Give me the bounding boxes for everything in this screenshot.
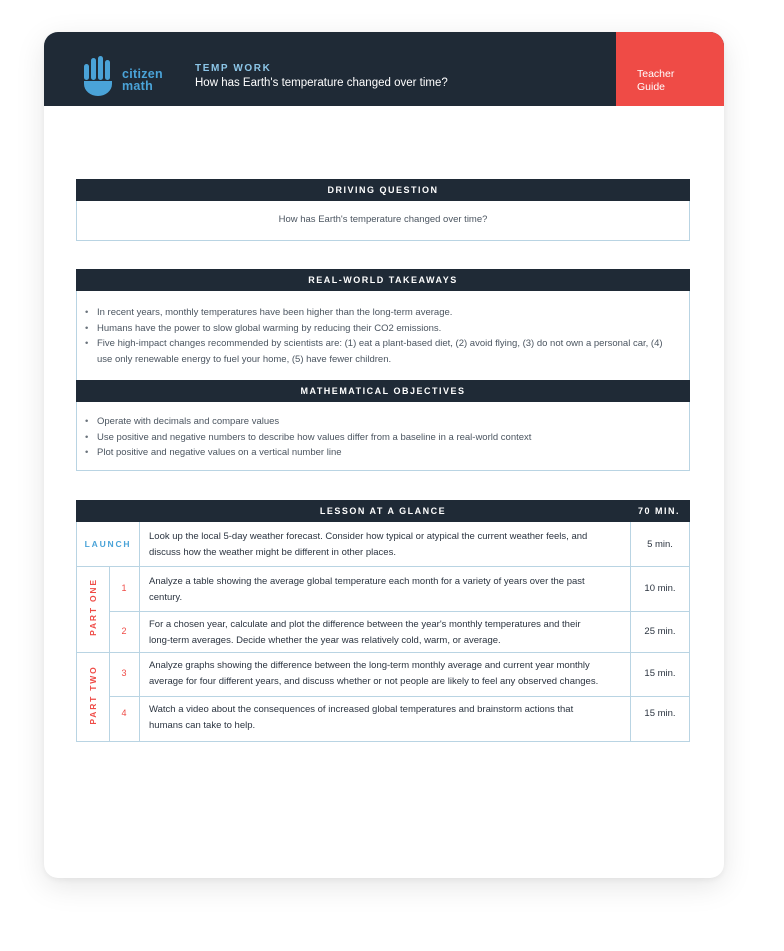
unit-kicker: TEMP WORK [195,63,272,74]
launch-minutes: 5 min. [647,539,673,550]
takeaways-list [77,291,689,367]
logo-line-1: citizen [122,67,163,81]
driving-question-text: How has Earth's temperature changed over time? [278,214,488,225]
step-description: Analyze graphs showing the difference between the long-term monthly average and current year monthly average for four different years, and discuss whether or not people are likely to feel any observed changes. [149,660,599,687]
step-minutes: 15 min. [644,668,676,679]
logo-wordmark [122,68,163,92]
step-number: 4 [121,708,127,718]
step-minutes: 15 min. [644,708,676,719]
lesson-glance-heading-bar [76,500,690,522]
logo-line-2: math [122,79,154,93]
page-title: How has Earth's temperature changed over time? [195,77,448,89]
driving-question-heading: DRIVING QUESTION [76,179,690,201]
driving-question-box [76,201,690,241]
step-description: Watch a video about the consequences of increased global temperatures and brainstorm actions that humans can take to help. [149,704,574,731]
part-two-label: PART TWO [88,665,98,725]
step-description: For a chosen year, calculate and plot the difference between the year's monthly temperatures and their long-term averages. Decide whether the year was relatively cold, warm, or average. [149,619,581,646]
step-number: 3 [121,668,127,678]
list-item: • Operate with decimals and compare values [77,414,689,430]
header-bar [44,32,724,106]
lesson-table [76,522,690,742]
takeaways-heading: REAL-WORLD TAKEAWAYS [76,269,690,291]
teacher-guide-tag [616,32,724,106]
step-minutes: 10 min. [644,583,676,594]
list-item: • Humans have the power to slow global warming by reducing their CO2 emissions. [77,321,689,337]
step-description: Analyze a table showing the average global temperature each month for a variety of years over the past century. [149,576,585,603]
objectives-heading: MATHEMATICAL OBJECTIVES [76,380,690,402]
list-item: • Five high-impact changes recommended by scientists are: (1) eat a plant-based diet, (2) avoid flying, (3) do not own a personal car, (4) use only renewable energy to fuel your home, (5) have fewer children. [77,336,689,367]
list-item: • Use positive and negative numbers to describe how values differ from a baseline in a real-world context [77,430,689,446]
tag-line-2: Guide [637,81,666,93]
step-number: 1 [121,583,127,593]
teacher-guide-card [44,32,724,878]
step-minutes: 25 min. [644,626,676,637]
tag-line-1: Teacher [637,68,675,80]
step-number: 2 [121,626,127,636]
launch-label: LAUNCH [84,539,132,549]
list-item: • In recent years, monthly temperatures have been higher than the long-term average. [77,305,689,321]
lesson-total-time: 70 MIN. [637,506,680,516]
takeaways-box [76,291,690,381]
lesson-glance-heading: LESSON AT A GLANCE [319,506,447,516]
objectives-box [76,402,690,471]
launch-description: Look up the local 5-day weather forecast. Consider how typical or atypical the current weather feels, and discuss how the weather might be different in other places. [149,531,588,558]
raised-hand-logo-icon [82,54,118,98]
list-item: • Plot positive and negative values on a vertical number line [77,445,689,461]
part-one-label: PART ONE [88,578,98,636]
objectives-list [77,402,689,461]
